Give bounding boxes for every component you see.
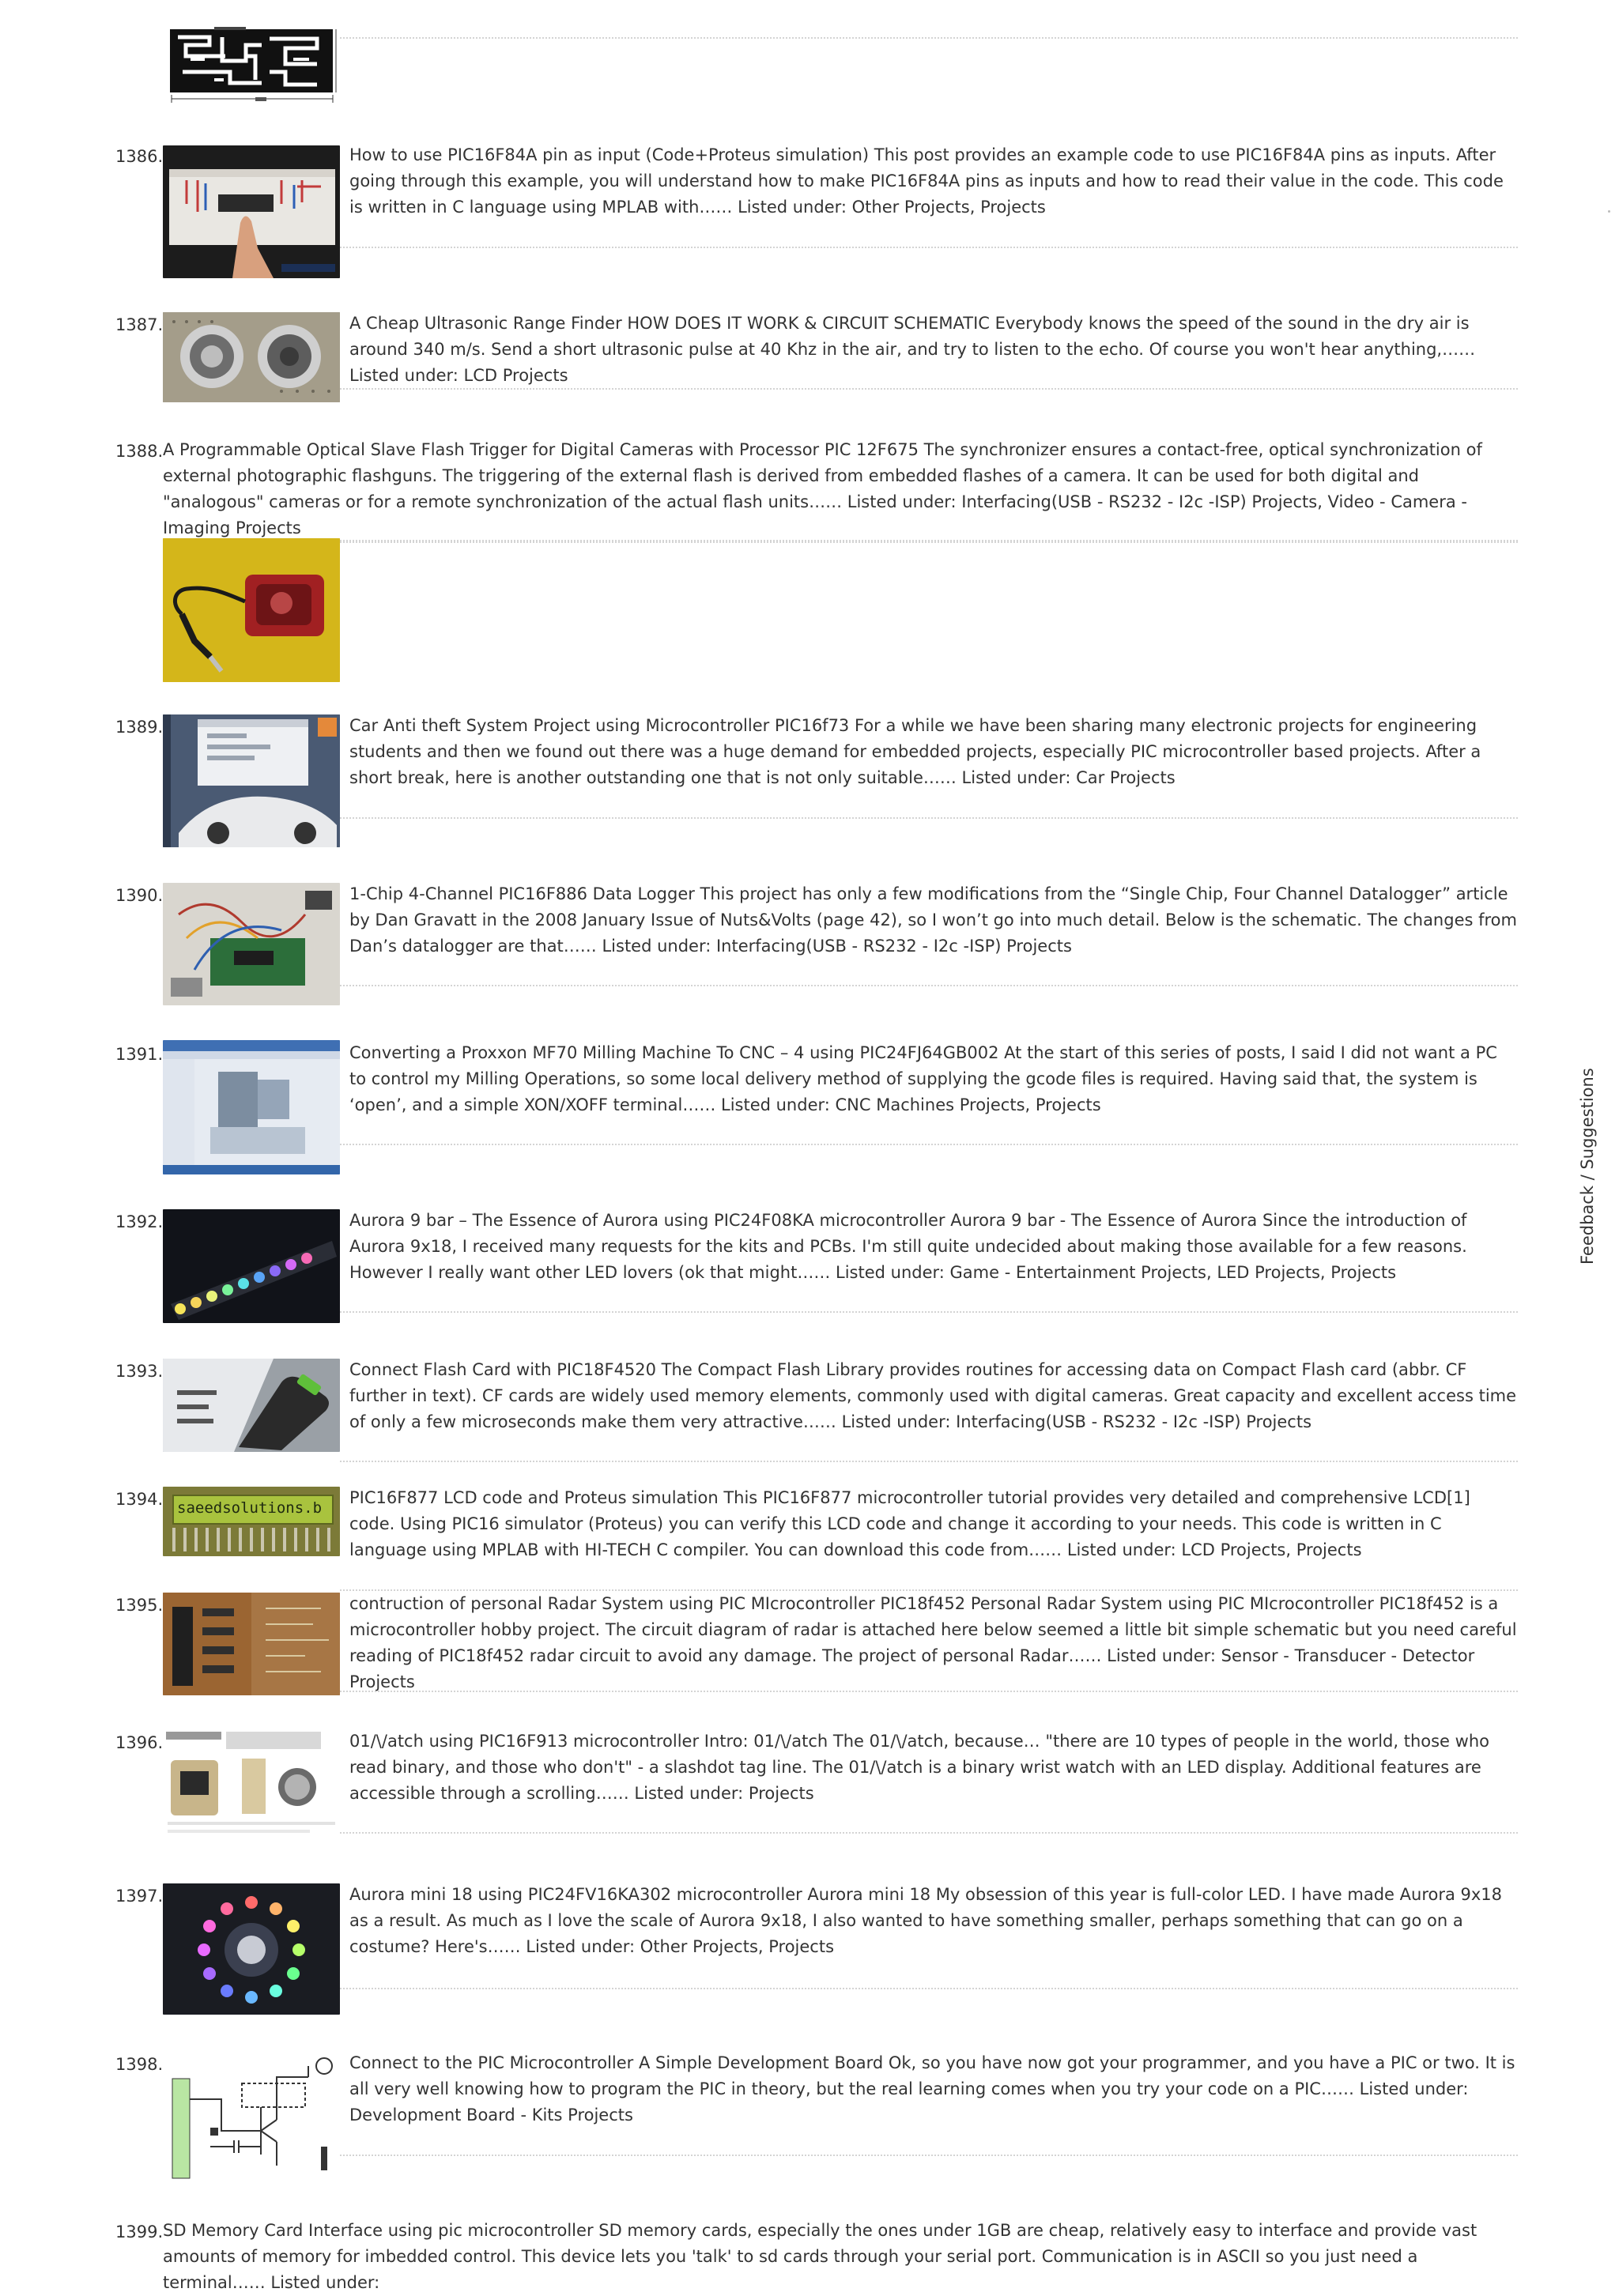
- list-item: [0, 22, 1526, 109]
- separator: [340, 541, 1518, 543]
- item-description: Converting a Proxxon MF70 Milling Machine To CNC – 4 using PIC24FJ64GB002 At the start of this series of posts, I said I did not want a PC to control my Milling Operations, so some local delivery method of supplying the gcode files is required. Having said that, the system is ‘open’, and a simple XON/XOFF terminal…… Listed under: CNC Machines Projects, Projects: [349, 1043, 1497, 1114]
- led-bar-image[interactable]: [163, 1209, 340, 1323]
- item-number: 1386.: [115, 147, 164, 166]
- item-number: 1391.: [115, 1045, 164, 1064]
- list-item: [0, 1591, 1526, 1698]
- list-item: [0, 2050, 1526, 2186]
- separator: [340, 388, 1518, 390]
- feedback-tab-label: Feedback / Suggestions: [1578, 1068, 1597, 1265]
- led-ring-image[interactable]: [163, 1883, 340, 2015]
- car-software-image[interactable]: [163, 714, 340, 847]
- item-description: 1-Chip 4-Channel PIC16F886 Data Logger This project has only a few modifications from the “Single Chip, Four Channel Datalogger” article by Dan Gravatt in the 2008 January Issue of Nuts&Volts (page 42), so I won’t go into much detail. Below is the schematic. The changes from Dan’s datalogger are that…… Listed under: Interfacing(USB - RS232 - I2c -ISP) Projects: [349, 884, 1517, 956]
- item-number: 1398.: [115, 2055, 164, 2074]
- list-item: [0, 881, 1526, 1008]
- cnc-cad-image[interactable]: [163, 1040, 340, 1174]
- pcb-layout-image[interactable]: [167, 25, 339, 105]
- list-item: [0, 1208, 1526, 1326]
- lcd-text: saeedsolutions.b: [177, 1499, 323, 1517]
- item-number: 1397.: [115, 1887, 164, 1906]
- flash-card-image[interactable]: [163, 1359, 340, 1452]
- separator: [340, 247, 1518, 248]
- item-number: 1399.: [115, 2222, 164, 2241]
- item-number: 1395.: [115, 1596, 164, 1615]
- item-description: How to use PIC16F84A pin as input (Code+Proteus simulation) This post provides an example code to use PIC16F84A pins as inputs. After going through this example, you will understand how to make PIC16F84A pins as inputs and how to read their value in the code. This code is written in C language using MPLAB with…… Listed under: Other Projects, Projects: [349, 145, 1504, 217]
- lcd-pins: [172, 1528, 330, 1551]
- list-item: [0, 1357, 1526, 1456]
- item-description: 01/\/atch using PIC16F913 microcontroller Intro: 01/\/atch The 01/\/atch, because… "there are 10 types of people in the world, those who read binary, and those who don't" - a slashdot tag line. The 01/\/atch is a binary wrist watch with an LED display. Additional features are accessible through a scrolling…… Listed under: Projects: [349, 1732, 1489, 1803]
- item-description: Car Anti theft System Project using Microcontroller PIC16f73 For a while we have been sharing many electronic projects for engineering students and then we found out there was a huge demand for embedded projects, especially PIC microcontroller based projects. After a short break, here is another outstanding one that is not only suitable…… Listed under: Car Projects: [349, 716, 1481, 787]
- separator: [340, 1691, 1518, 1692]
- schematic-image[interactable]: [163, 2052, 340, 2185]
- item-description: A Programmable Optical Slave Flash Trigger for Digital Cameras with Processor PIC 12F675 The synchronizer ensures a contact-free, optical synchronization of external photographic flashguns. The triggering of the external flash is derived from embedded flashes of a camera. It can be used for both digital and "analogous" cameras or for a remote synchronization of the actual flash units…… Listed under: Interfacing(USB - RS232 - I2c -ISP) Projects, Video - Camera - Imaging Projects: [163, 440, 1482, 537]
- flash-trigger-image[interactable]: [163, 538, 340, 682]
- list-item: [0, 142, 1526, 277]
- separator: [340, 1461, 1518, 1462]
- item-number: 1394.: [115, 1490, 164, 1509]
- item-description: A Cheap Ultrasonic Range Finder HOW DOES IT WORK & CIRCUIT SCHEMATIC Everybody knows the speed of the sound in the dry air is around 340 m/s. Send a short ultrasonic pulse at 40 Khz in the air, and try to listen to the echo. Of course you won't hear anything,…… Listed under: LCD Projects: [349, 314, 1476, 385]
- item-description: Connect Flash Card with PIC18F4520 The Compact Flash Library provides routines for accessing data on Compact Flash card (abbr. CF further in text). CF cards are widely used memory elements, commonly used with digital cameras. Great capacity and excellent access time of only a few microseconds make them very attractive…… Listed under: Interfacing(USB - RS232 - I2c -ISP) Projects: [349, 1360, 1517, 1431]
- radar-board-image[interactable]: [163, 1593, 340, 1695]
- lcd-display-image[interactable]: [163, 1487, 340, 1556]
- data-logger-image[interactable]: [163, 883, 340, 1005]
- item-number: 1392.: [115, 1212, 164, 1231]
- list-item: [0, 2218, 1526, 2290]
- list-item: [0, 713, 1526, 847]
- separator: [340, 540, 1518, 541]
- item-number: 1388.: [115, 442, 164, 461]
- list-item: [0, 1882, 1526, 2016]
- item-description: Connect to the PIC Microcontroller A Simple Development Board Ok, so you have now got your programmer, and you have a PIC or two. It is all very well knowing how to program the PIC in theory, but the real learning comes when you try your code on a PIC…… Listed under: Development Board - Kits Projects: [349, 2053, 1515, 2124]
- item-number: 1390.: [115, 886, 164, 905]
- list-item: [0, 1040, 1526, 1178]
- breadboard-image[interactable]: [163, 145, 340, 278]
- separator: [340, 817, 1518, 819]
- list-item: [0, 311, 1526, 405]
- list-item: [0, 437, 1526, 682]
- separator: [340, 1988, 1518, 1989]
- item-description: PIC16F877 LCD code and Proteus simulation This PIC16F877 microcontroller tutorial provides very detailed and comprehensive LCD[1] code. Using PIC16 simulator (Proteus) you can verify this LCD code and change it according to your needs. This code is written in C language using MPLAB with HI-TECH C compiler. You can download this code from…… Listed under: LCD Projects, Projects: [349, 1488, 1470, 1559]
- binary-watch-image[interactable]: [163, 1730, 340, 1842]
- scroll-indicator: [1608, 210, 1610, 213]
- item-number: 1396.: [115, 1733, 164, 1752]
- separator: [340, 2155, 1518, 2156]
- feedback-tab[interactable]: [1573, 1068, 1605, 1265]
- item-description: SD Memory Card Interface using pic microcontroller SD memory cards, especially the ones under 1GB are cheap, relatively easy to interface and provide vast amounts of memory for imbedded control. This device lets you 'talk' to sd cards through your serial port. Communication is in ASCII so you just need a terminal…… Listed under:: [163, 2221, 1477, 2292]
- item-description: Aurora 9 bar – The Essence of Aurora using PIC24F08KA microcontroller Aurora 9 bar - The Essence of Aurora Since the introduction of Aurora 9x18, I received many requests for the kits and PCBs. I'm still quite undecided about making those available for a few reasons. However I really want other LED lovers (ok that might…… Listed under: Game - Entertainment Projects, LED Projects, Projects: [349, 1211, 1467, 1282]
- separator: [340, 985, 1518, 986]
- separator: [340, 1832, 1518, 1834]
- separator: [340, 1144, 1518, 1145]
- item-description: Aurora mini 18 using PIC24FV16KA302 microcontroller Aurora mini 18 My obsession of this year is full-color LED. I have made Aurora 9x18 as a result. As much as I love the scale of Aurora 9x18, I also wanted to have something smaller, perhaps something that can go on a costume? Here's…… Listed under: Other Projects, Projects: [349, 1885, 1503, 1956]
- separator: [340, 37, 1518, 39]
- list-item: [0, 1729, 1526, 1847]
- item-number: 1389.: [115, 718, 164, 737]
- separator: [340, 1311, 1518, 1313]
- item-number: 1387.: [115, 315, 164, 334]
- ultrasonic-sensor-image[interactable]: [163, 312, 340, 402]
- list-item: [0, 1485, 1526, 1572]
- item-description: contruction of personal Radar System using PIC MIcrocontroller PIC18f452 Personal Radar System using PIC MIcrocontroller PIC18f452 is a microcontroller hobby project. The circuit diagram of radar is attached here below seemed a little bit simple schematic but you need careful reading of PIC18f452 radar circuit to avoid any damage. The project of personal Radar…… Listed under: Sensor - Transducer - Detector Projects: [349, 1594, 1517, 1691]
- item-number: 1393.: [115, 1362, 164, 1381]
